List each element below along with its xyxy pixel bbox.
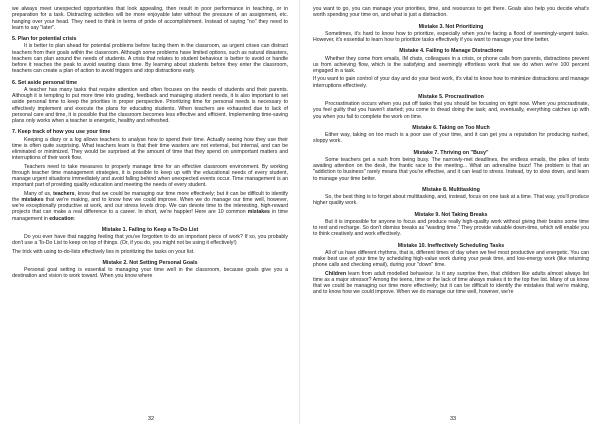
mistakes-text-5: : [73, 215, 76, 222]
section-5-paragraph: It is better to plan ahead for potential problems before facing them in the classroom, as urgent crises can distract teachers from their goals within the classroom. Although some problems have limited options, such as natural disasters, teachers can plan around the needs of students. A crisis that relates to student behaviour is better to avoid or handle before it reaches the peak to avoid wasting class time. By learning about students before they enter the classroom, teachers can create a plan of action to avoid triggers and stop distractions early. [12, 43, 288, 75]
mistake-7-heading: Mistake 7. Thriving on "Busy" [413, 149, 489, 156]
section-7-heading: 7. Keep track of how you use your time [12, 129, 111, 136]
right-page [313, 6, 589, 416]
left-page [12, 6, 288, 416]
mistakes-bold-education: education [49, 215, 74, 222]
mistake-9-paragraph: But it is impossible for anyone to focus and produce really high-quality work without giving their brains some time to rest and recharge. So don't dismiss breaks as "wasting time." They provide valuable down-time, which will enable you to think creatively and work effectively. [313, 218, 589, 238]
mistake-10-heading: Mistake 10. Ineffectively Scheduling Tasks [397, 242, 505, 249]
mistake-1-paragraph-2: The trick with using to-do-lists effectively lies in prioritizing the tasks on your list. [12, 248, 195, 255]
mistakes-text-3: that we're making, and to know how we could improve. When we do manage our time well, however, we're exceptionally productive at work, and our stress levels drop. We can devote time to the interesting, high-reward projects that can make a real difference to a career. In short, we're happier! Here are 10 common [12, 196, 289, 216]
section-5-heading: 5. Plan for potential crisis [12, 36, 77, 42]
mistake-1-paragraph-1: Do you ever have that nagging feeling that you've forgotten to do an important piece of work? If so, you probably don't use a To-Do List to keep on top of things. (Or, if you do, you might not be using it effectively!) [12, 234, 288, 247]
mistake-1-heading: Mistake 1. Failing to Keep a To-Do List [101, 226, 199, 233]
mistake-9-heading: Mistake 9. Not Taking Breaks [414, 211, 488, 218]
mistake-10-paragraph-1: All of us have different rhythms, that is, different times of day when we feel most productive and energetic. You can make best use of your time by scheduling high-value work during your peak time, and low-energy work (like returning phone calls and checking email), during your "down" time. [313, 249, 589, 269]
mistake-5-paragraph: Procrastination occurs when you put off tasks that you should be focusing on right now. When you procrastinate, you feel guilty that you haven't started; you come to dread doing the task; and, eventually, everything catches up with you when you fail to complete the work on time. [313, 101, 589, 120]
mistakes-text-4: in time management in [12, 209, 288, 222]
mistake-2-paragraph: Personal goal setting is essential to managing your time well in the classroom, because goals give you a destination and vision to work toward. When you know where [12, 267, 288, 280]
mistake-4-paragraph-1: Whether they come from emails, IM chats, colleagues in a crisis, or phone calls from parents, distractions prevent us from achieving flow, which is the satisfying and seemingly effortless work that we do when we're 100 percent engaged in a task. [313, 55, 589, 74]
mistake-3-paragraph: Sometimes, it's hard to know how to prioritize, especially when you're facing a flood of seemingly-urgent tasks. However, it's essential to learn how to prioritize tasks effectively if you want to manage your time better. [313, 30, 589, 43]
mistake-2-heading: Mistake 2. Not Setting Personal Goals [102, 259, 198, 266]
mistake-8-paragraph: So, the best thing is to forget about multitasking, and, instead, focus on one task at a time. That way, you'll produce higher quality work. [313, 194, 589, 207]
mistake-4-paragraph-2: If you want to gain control of your day and do your best work, it's vital to know how to minimize distractions and manage interruptions effectively. [313, 76, 589, 89]
mistakes-bold-teachers: teachers [53, 190, 75, 197]
mistake-10-text: learn from adult modelled behaviour. Is it any surprise then, that children like adults almost always list time as a major stressor? Among the teens, time or the lack of time always makes it to the top five list. Many of us know that we could be managing our time more effectively; but it can be difficult to identify the mistakes that we're making, and to know how we could improve. When we do manage our time well, however, we're [313, 270, 589, 296]
right-intro-paragraph: you want to go, you can manage your priorities, time, and resources to get there. Goals also help you decide what's worth spending your time on, and what is just a distraction. [313, 6, 589, 19]
mistake-4-heading: Mistake 4. Failing to Manage Distractions [399, 48, 503, 55]
mistake-10-bold-children: Children [325, 270, 347, 277]
section-6-paragraph: A teacher has many tasks that require attention and often focuses on the needs of students and their parents. Although it is tempting to put more time into grading, feedback and managing student needs, it is also important to set aside personal time to keep the priorities in proper perspective. Prioritizing time for personal needs is necessary to effectively implement and execute the plans for educating students. When teachers are exhausted due to lack of personal care and time, it is possible that the classroom becomes less effective and efficient. Implementing time-saving plans only works when a teacher is energetic, healthy and refreshed. [12, 86, 288, 124]
section-6-heading: 6. Set aside personal time [12, 79, 78, 86]
mistakes-text-1: Many of us, [24, 190, 54, 197]
mistake-6-heading: Mistake 6. Taking on Too Much [412, 124, 490, 131]
mistakes-text-2: , know that we could be managing our time more effectively; but it can be difficult to identify the [12, 190, 288, 203]
mistakes-bold-mistakes-1: mistakes [21, 196, 44, 203]
mistake-3-heading: Mistake 3. Not Prioritizing [418, 23, 484, 30]
page-gutter [299, 0, 300, 424]
mistakes-bold-mistakes-2: mistakes [247, 209, 270, 216]
section-7-paragraph-1: Keeping a diary or a log allows teachers to analyse how to spend their time. Actually seeing how they use their time is often quite surprising. What teachers learn is that their time wasters are not external, but internal, and can be eliminated or minimized. They would be surprised at the amount of time that they spend on unimportant matters and interruptions of their work flow. [12, 136, 288, 162]
mistake-10-paragraph-2 [313, 271, 589, 296]
mistake-8-heading: Mistake 8. Multitasking [422, 186, 480, 193]
mistakes-intro-paragraph [12, 191, 288, 222]
section-7-paragraph-2: Teachers need to take measures to properly manage time for an effective classroom environment. By working through teacher time management strategies, it is possible to keep up with the educational needs of every student, manage urgent situations immediately and avoid falling behind when unexpected events occur. Time management is an important part of providing quality education and meeting the needs of every student. [12, 163, 288, 189]
right-page-number: 33 [450, 416, 457, 422]
mistake-6-paragraph: Either way, taking on too much is a poor use of your time, and it can get you a reputation for producing rushed, sloppy work. [313, 132, 589, 145]
left-intro-paragraph: we always meet unexpected opportunities that look appealing, then result in poor performance in teaching, or in preparation for a task. Distracting activities will be more enjoyable later without the pressure of an assignment, etc. hanging over your head. They need to think in terms of pride of accomplishment. Instead of saying "no" they need to learn to say "later". [12, 6, 288, 31]
left-page-number: 32 [148, 416, 155, 422]
mistake-5-heading: Mistake 5. Procrastination [418, 93, 484, 100]
mistake-7-paragraph: Some teachers get a rush from being busy. The narrowly-met deadlines, the endless emails, the piles of tests awaiting attention on the desk, the frantic race to the meeting... What an adrenaline buzz! The problem is that an "addiction to business" rarely means that you're effective, and it can lead to stress. Instead, try to slow down, and learn to manage your time better. [313, 156, 589, 182]
